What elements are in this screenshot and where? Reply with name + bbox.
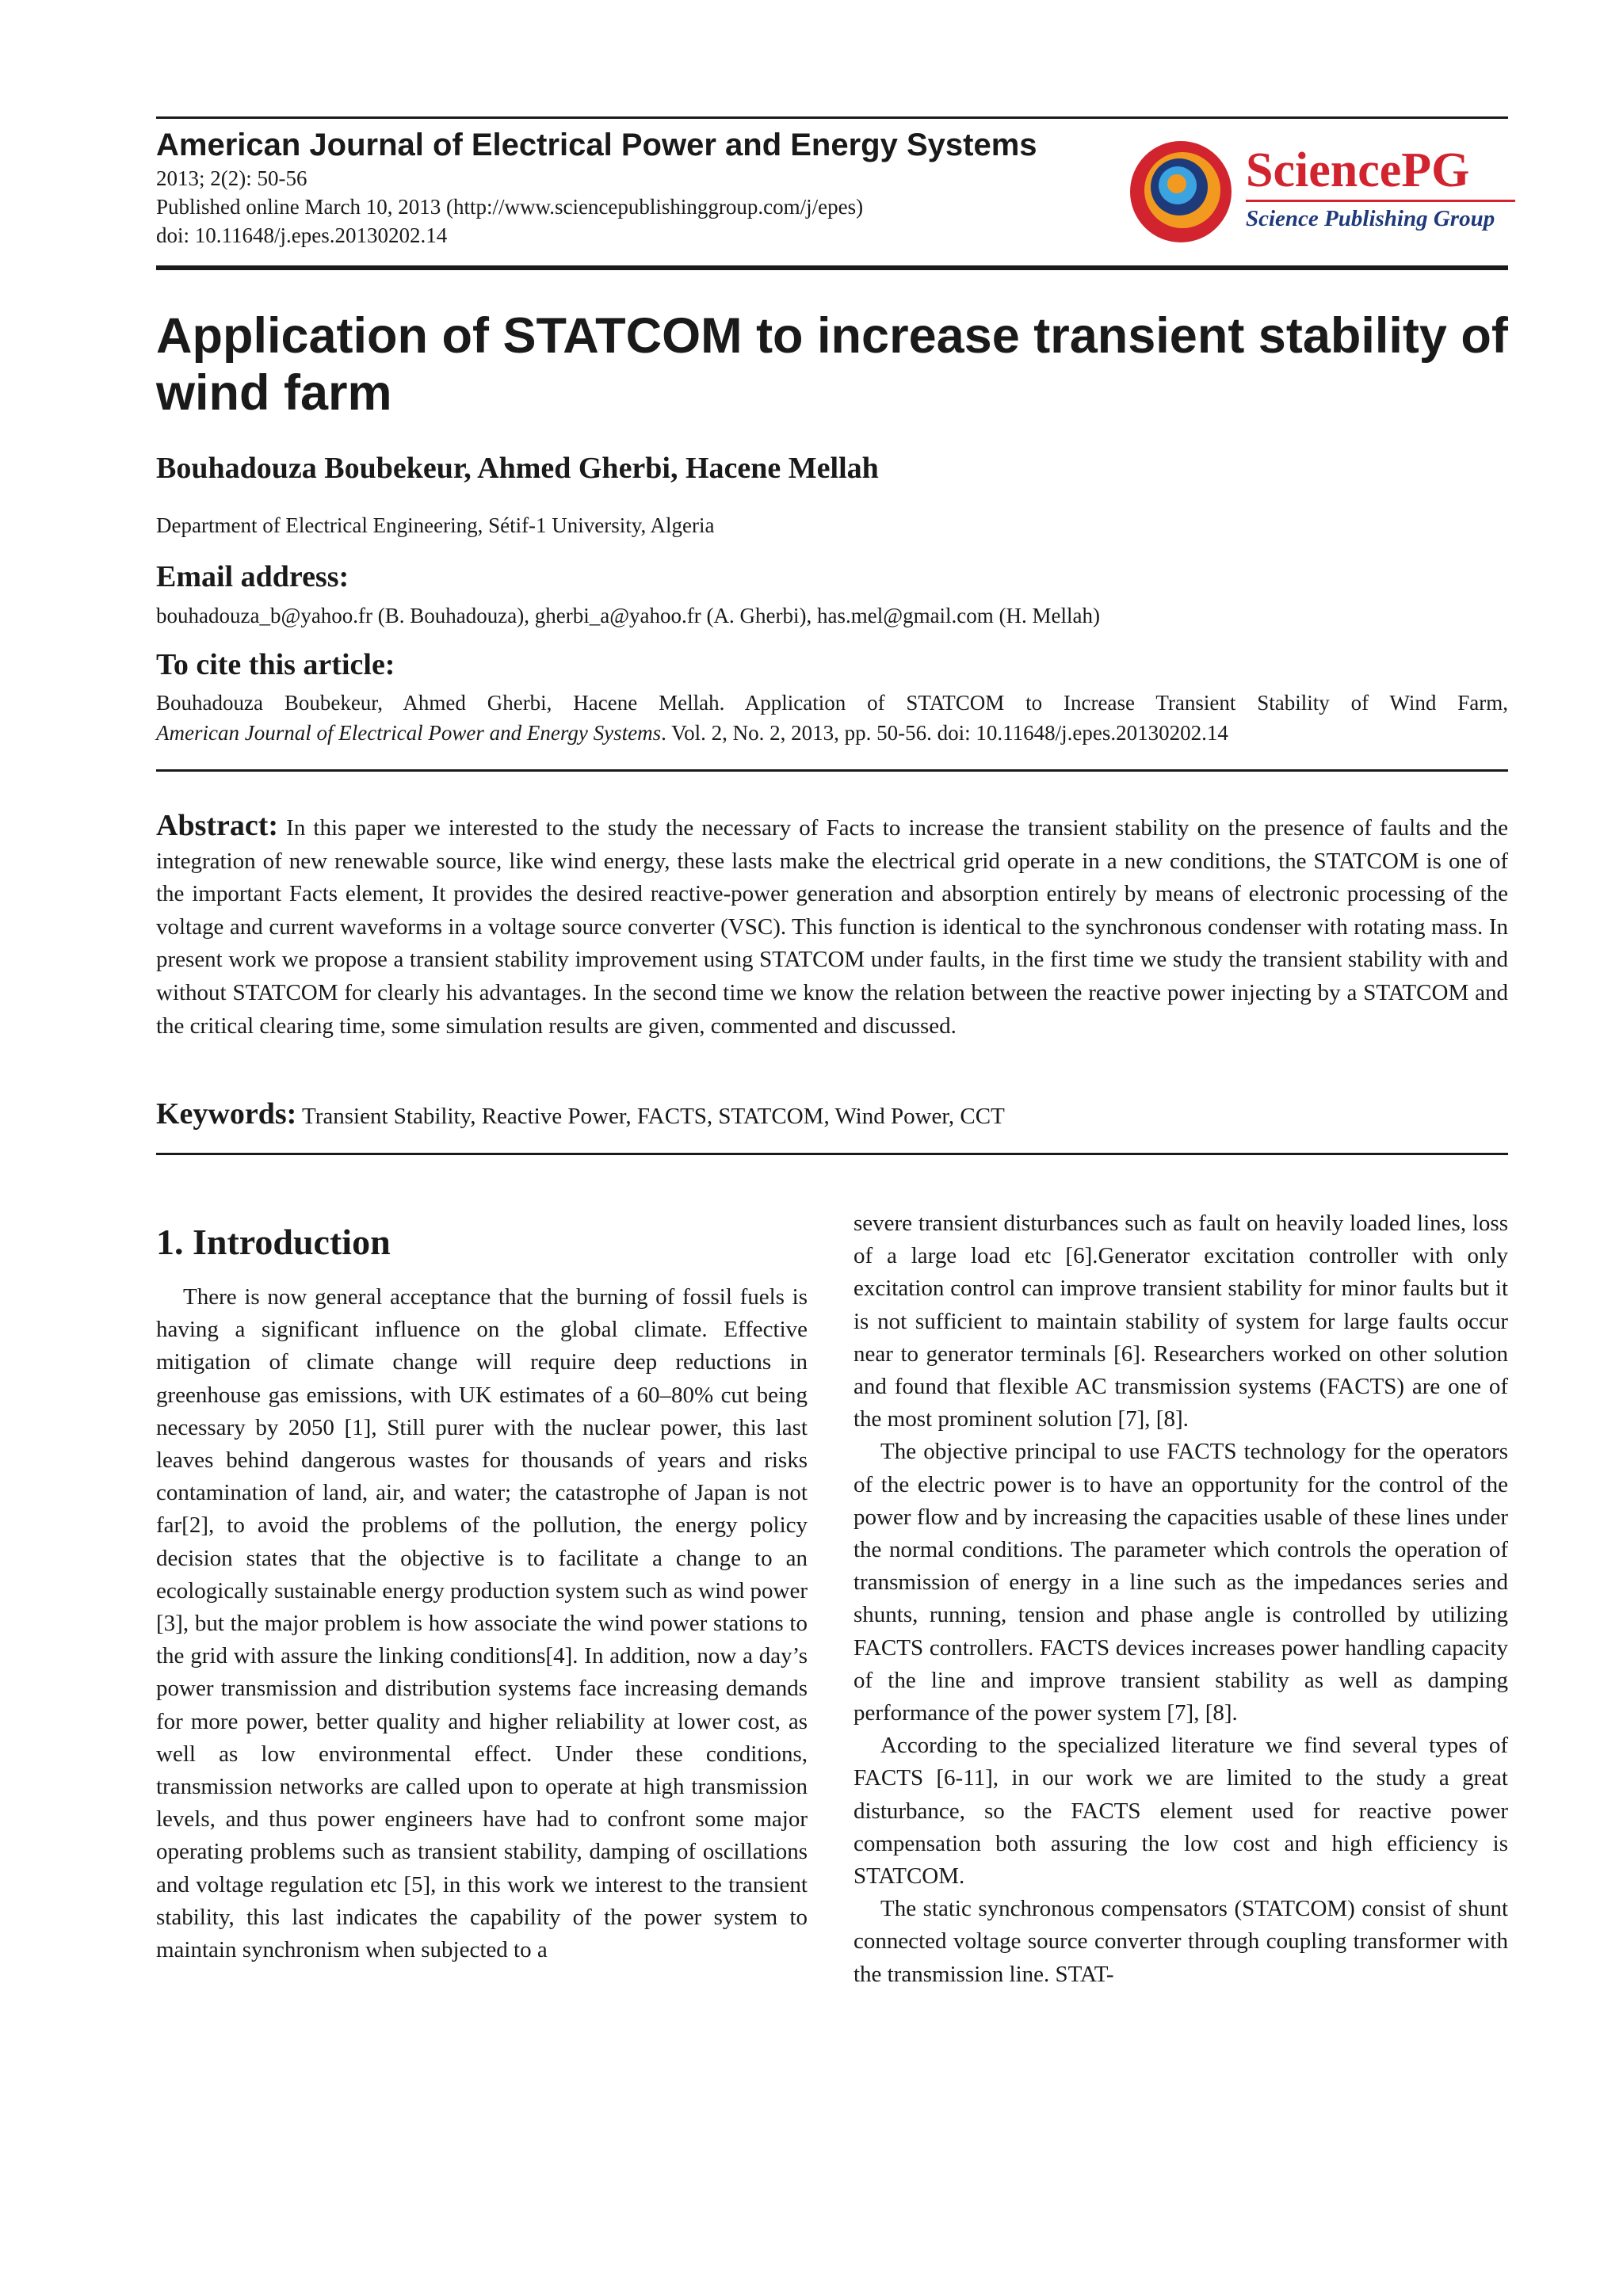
- logo-divider: [1246, 200, 1515, 202]
- email-addresses: bouhadouza_b@yahoo.fr (B. Bouhadouza), gherbi_a@yahoo.fr (A. Gherbi), has.mel@gmail.com (H. Mellah): [156, 604, 1101, 627]
- header-top-rule: [156, 116, 1508, 119]
- citation-line-1: Bouhadouza Boubekeur, Ahmed Gherbi, Hacene Mellah. Application of STATCOM to Increase Transient Stability of Wind Farm,: [156, 691, 1508, 715]
- abstract-text: In this paper we interested to the study the necessary of Facts to increase the transient stability on the presence of faults and the integration of new renewable source, like wind energy, these lasts make the electrical grid operate in a new conditions, the STATCOM is one of the important Facts element, It provides the desired reactive-power generation and absorption entirely by means of electronic processing of the voltage and current waveforms in a voltage source converter (VSC). This function is identical to the synchronous condenser with rotating mass. In present work we propose a transient stability improvement using STATCOM under faults, in the first time we study the transient stability with and without STATCOM for clearly his advantages. In the second time we know the relation between the reactive power injecting by a STATCOM and the critical clearing time, some simulation results are given, commented and discussed.: [156, 815, 1508, 1039]
- intro-paragraph-2: The objective principal to use FACTS technology for the operators of the electric power is to have an opportunity for the control of the power flow and by increasing the capacities usable of these lines under the normal conditions. The parameter which controls the operation of transmission of energy in a line such as the impedances series and shunts, running, tension and phase angle is controlled by utilizing FACTS controllers. FACTS devices increases power handling capacity of the line and improve transient stability as well as damping performance of the power system [7], [8].: [854, 1439, 1508, 1726]
- citation-journal: American Journal of Electrical Power and Energy Systems: [156, 721, 662, 745]
- citation-line-2: [156, 719, 1228, 746]
- logo-tagline: Science Publishing Group: [1246, 206, 1495, 231]
- keywords-rule: [156, 1153, 1508, 1155]
- body-column-left: [156, 1281, 808, 1966]
- section-heading-introduction: 1. Introduction: [156, 1222, 391, 1262]
- keywords: [156, 1097, 1508, 1134]
- published-online: Published online March 10, 2013 (http://www.sciencepublishinggroup.com/j/epes): [156, 195, 864, 219]
- keywords-text: Transient Stability, Reactive Power, FACTS, STATCOM, Wind Power, CCT: [302, 1104, 1005, 1129]
- emblem-core: [1167, 174, 1186, 193]
- intro-paragraph-1: There is now general acceptance that the burning of fossil fuels is having a significant influence on the global climate. Effective mitigation of climate change will require deep reductions in greenhouse gas emissions, with UK estimates of a 60–80% cut being necessary by 2050 [1], Still purer with the nuclear power, this last leaves behind dangerous wastes for thousands of years and risks contamination of land, air, and water; the catastrophe of Japan is not far[2], to avoid the problems of the pollution, the energy policy decision states that the objective is to facilitate a change to an ecologically sustainable energy production system such as wind power [3], but the major problem is how associate the wind power stations to the grid with assure the linking conditions[4]. In addition, now a day’s power transmission and distribution systems face increasing demands for more power, better quality and higher reliability at lower cost, as well as low environmental effect. Under these conditions, transmission networks are called upon to operate at high transmission levels, and thus power engineers have had to confront some major operating problems such as transient stability, damping of oscillations and voltage regulation etc [5], in this work we interest to the transient stability, this last indicates the capability of the power system to maintain synchronism when subjected to a: [156, 1284, 808, 1963]
- volume-issue-pages: 2013; 2(2): 50-56: [156, 166, 307, 190]
- intro-paragraph-4: The static synchronous compensators (STATCOM) consist of shunt connected voltage source converter through coupling transformer with the transmission line. STAT-: [854, 1896, 1508, 1987]
- authors: Bouhadouza Boubekeur, Ahmed Gherbi, Hacene Mellah: [156, 452, 879, 485]
- header-bottom-rule: [156, 265, 1508, 270]
- abstract: [156, 810, 1508, 1043]
- paper-title: Application of STATCOM to increase transient stability of wind farm: [156, 308, 1508, 421]
- affiliation: Department of Electrical Engineering, Sétif-1 University, Algeria: [156, 513, 715, 537]
- citation-rule: [156, 769, 1508, 772]
- logo-wordmark: SciencePG: [1246, 143, 1470, 197]
- publisher-logo: [1127, 136, 1515, 247]
- sciencepg-emblem-icon: [1127, 138, 1235, 246]
- cite-heading: To cite this article:: [156, 648, 395, 681]
- citation-details: . Vol. 2, No. 2, 2013, pp. 50-56. doi: 10.11648/j.epes.20130202.14: [661, 721, 1228, 745]
- email-heading: Email address:: [156, 560, 349, 593]
- keywords-heading: Keywords:: [156, 1097, 297, 1131]
- intro-paragraph-continued: severe transient disturbances such as fault on heavily loaded lines, loss of a large load etc [6].Generator excitation controller with only excitation control can improve transient stability for minor faults but it is not sufficient to maintain stability of system for large faults occur near to generator terminals [6]. Researchers worked on other solution and found that flexible AC transmission systems (FACTS) are one of the most prominent solution [7], [8].: [854, 1211, 1508, 1432]
- doi: doi: 10.11648/j.epes.20130202.14: [156, 223, 448, 247]
- abstract-heading: Abstract:: [156, 809, 279, 842]
- journal-name: American Journal of Electrical Power and Energy Systems: [156, 128, 1037, 162]
- body-column-right: [854, 1207, 1508, 1991]
- intro-paragraph-3: According to the specialized literature we find several types of FACTS [6-11], in our work we are limited to the study a great disturbance, so the FACTS element used for reactive power compensation both assuring the low cost and high efficiency is STATCOM.: [854, 1733, 1508, 1890]
